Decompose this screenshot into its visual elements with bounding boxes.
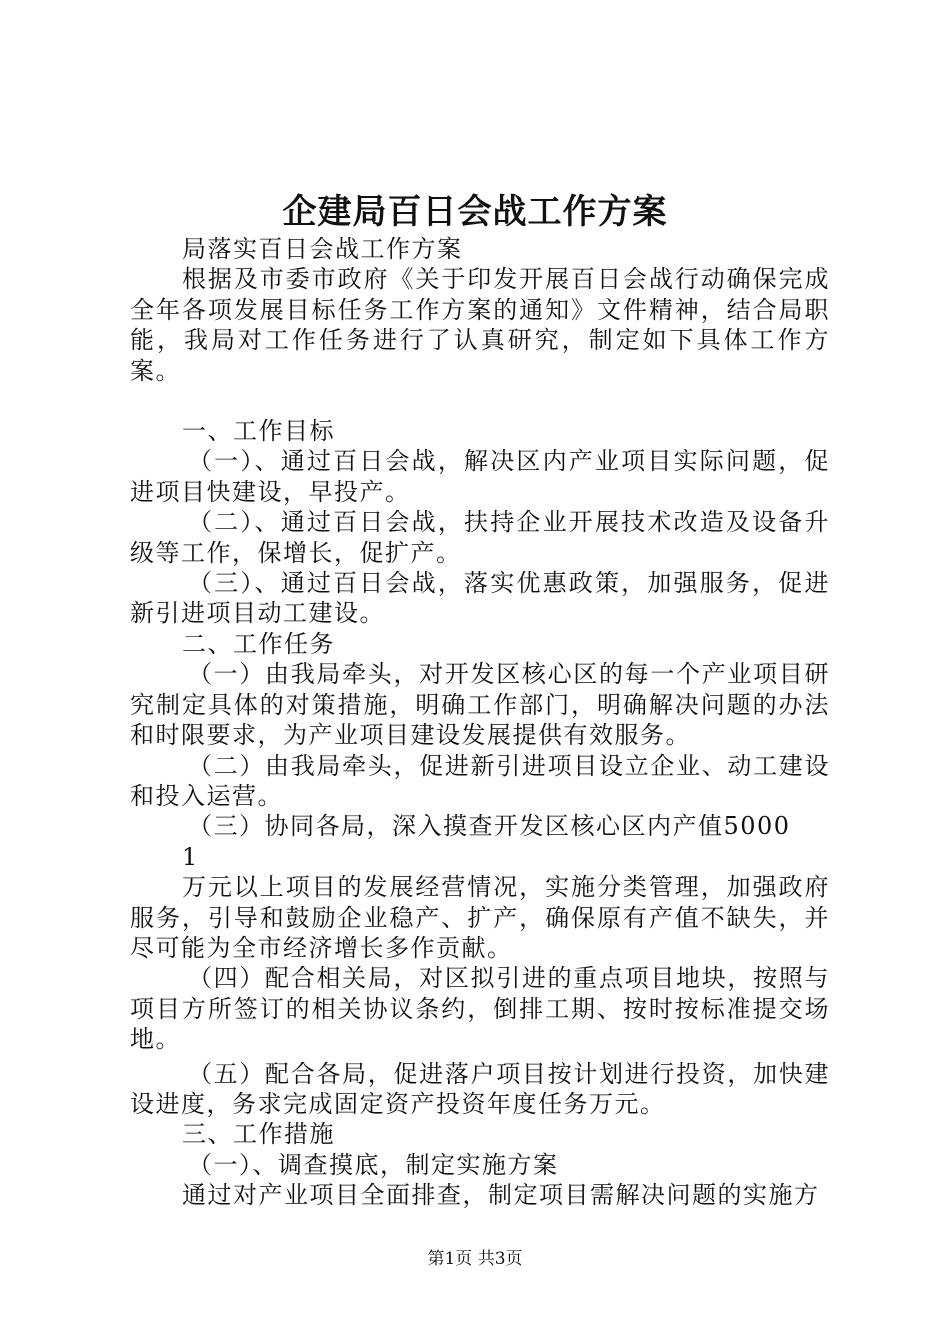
goal-item-1: （一）、通过百日会战，解决区内产业项目实际问题，促进项目快建设，早投产。 — [130, 447, 830, 506]
task-item-4: （四）配合相关局，对区拟引进的重点项目地块，按照与项目方所签订的相关协议条约，倒排工期、按时按标准提交场地。 — [130, 964, 830, 1054]
paragraph-intro: 根据及市委市政府《关于印发开展百日会战行动确保完成全年各项发展目标任务工作方案的通知》文件精神，结合局职能，我局对工作任务进行了认真研究，制定如下具体工作方案。 — [130, 265, 830, 385]
section-heading-goals: 一、工作目标 — [182, 417, 335, 446]
measure-item-1-text: 通过对产业项目全面排查，制定项目需解决问题的实施方 — [182, 1181, 820, 1210]
task-item-3-continued: 万元以上项目的发展经营情况，实施分类管理，加强政府服务，引导和鼓励企业稳产、扩产，确保原有产值不缺失，并尽可能为全市经济增长多作贡献。 — [130, 873, 830, 962]
paragraph-gap — [130, 386, 830, 416]
document-body — [130, 234, 830, 1211]
task-item-2: （二）由我局牵头，促进新引进项目设立企业、动工建设和投入运营。 — [130, 751, 830, 810]
task-item-3: （三）协同各局，深入摸查开发区核心区内产值5000 — [188, 812, 791, 841]
measure-item-1: （一）、调查摸底，制定实施方案 — [188, 1150, 559, 1179]
task-item-1: （一）由我局牵头，对开发区核心区的每一个产业项目研究制定具体的对策措施，明确工作部门，明确解决问题的办法和时限要求，为产业项目建设发展提供有效服务。 — [130, 660, 830, 750]
paragraph-subtitle: 局落实百日会战工作方案 — [182, 235, 463, 263]
task-item-5: （五）配合各局，促进落户项目按计划进行投资，加快建设进度，务求完成固定资产投资年度任务万元。 — [130, 1059, 830, 1118]
goal-item-3: （三）、通过百日会战，落实优惠政策，加强服务，促进新引进项目动工建设。 — [130, 569, 830, 628]
document-title: 企建局百日会战工作方案 — [282, 192, 668, 232]
page-marker: 1 — [182, 842, 199, 871]
section-heading-measures: 三、工作措施 — [182, 1120, 335, 1149]
goal-item-2: （二）、通过百日会战，扶持企业开展技术改造及设备升级等工作，保增长，促扩产。 — [130, 508, 830, 567]
section-heading-tasks: 二、工作任务 — [182, 629, 335, 658]
page-footer: 第1页 共3页 — [427, 1249, 523, 1269]
